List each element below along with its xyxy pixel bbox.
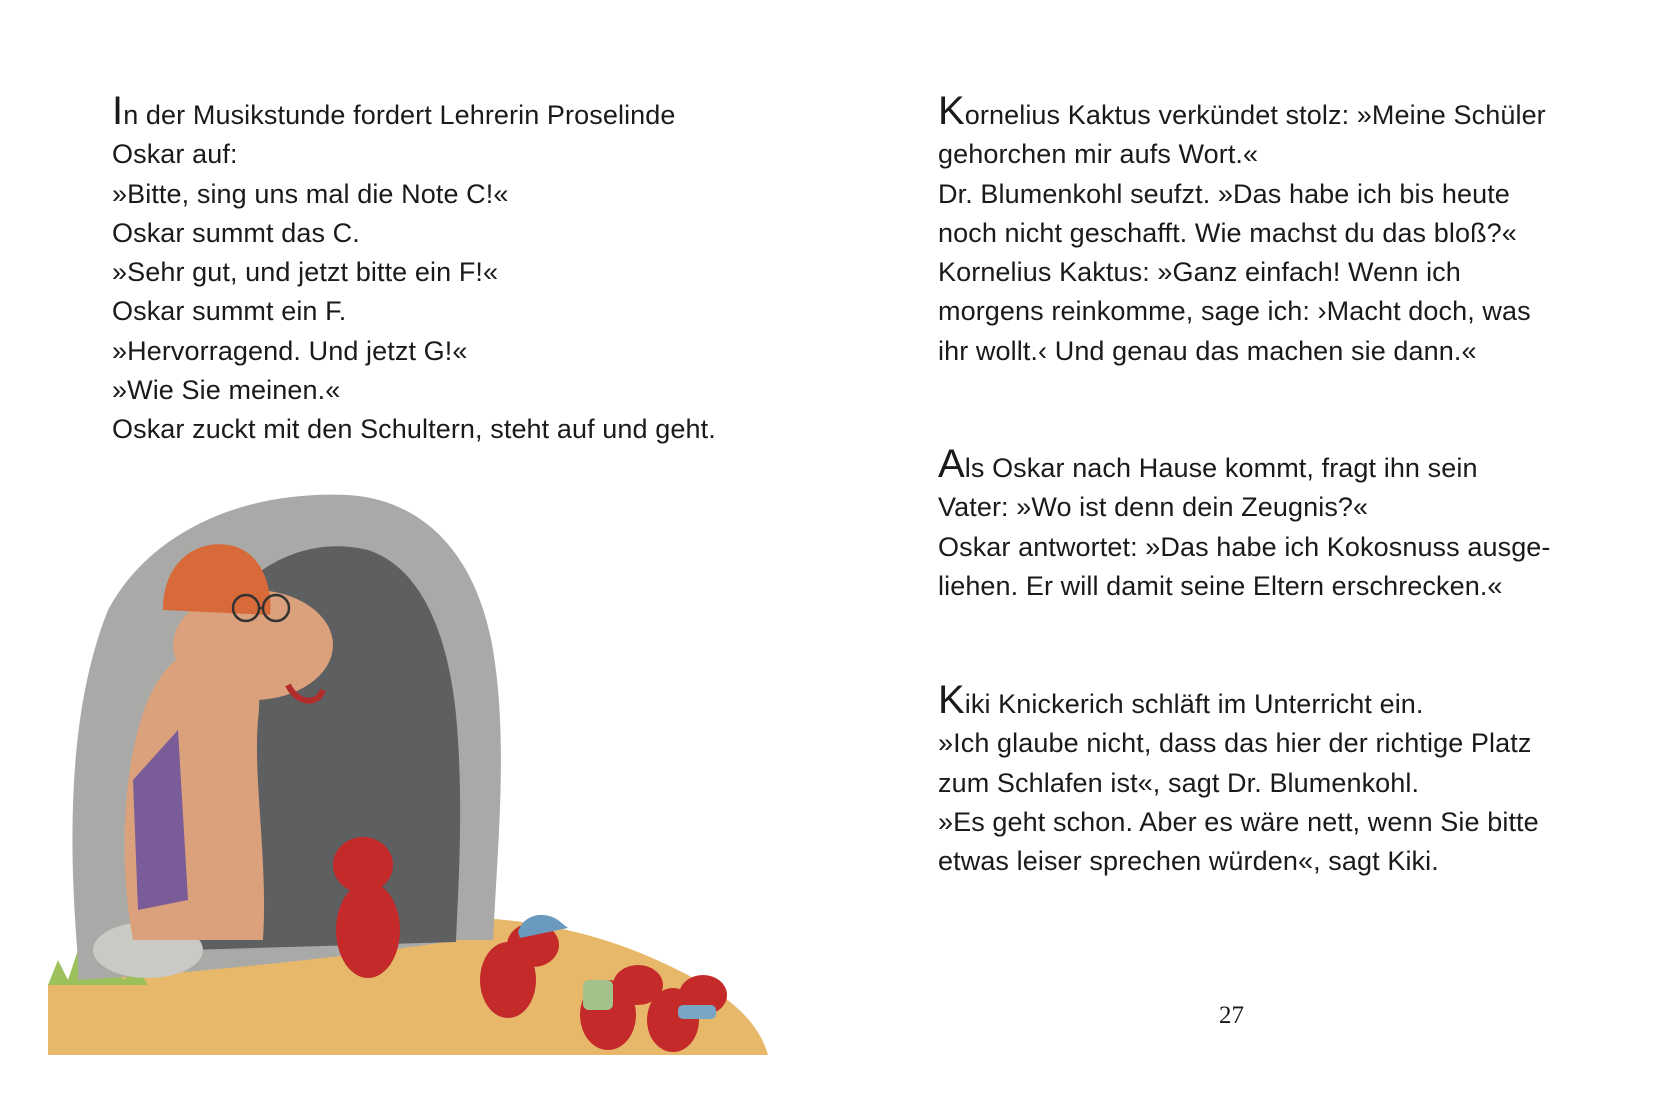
drop-initial: K — [938, 89, 965, 133]
joke-first-line — [938, 89, 1546, 135]
first-line-text: ls Oskar nach Hause kommt, fragt ihn sein — [964, 453, 1478, 483]
joke-first-line — [112, 89, 716, 135]
blue-scarf — [678, 1005, 716, 1019]
little-red-dragon — [333, 837, 400, 978]
text-line: Oskar auf: — [112, 139, 238, 170]
joke-first-line — [938, 442, 1551, 488]
text-line: Kornelius Kaktus: »Ganz einfach! Wenn ich — [938, 257, 1461, 288]
text-line: »Wie Sie meinen.« — [112, 375, 341, 406]
text-line: Vater: »Wo ist denn dein Zeugnis?« — [938, 492, 1369, 523]
first-line-text: n der Musikstunde fordert Lehrerin Proselinde — [123, 100, 676, 130]
joke-kiki-knickerich — [938, 678, 1539, 881]
text-line: »Sehr gut, und jetzt bitte ein F!« — [112, 257, 499, 288]
text-line: gehorchen mir aufs Wort.« — [938, 139, 1259, 170]
text-line: »Hervorragend. Und jetzt G!« — [112, 335, 468, 366]
joke-first-line — [938, 678, 1539, 724]
page-number: 27 — [1219, 1002, 1244, 1029]
first-line-text: ornelius Kaktus verkündet stolz: »Meine Schüler — [964, 100, 1546, 130]
text-line: noch nicht geschafft. Wie machst du das bloß?« — [938, 217, 1517, 248]
text-line: »Es geht schon. Aber es wäre nett, wenn Sie bitte — [938, 806, 1539, 837]
text-line: zum Schlafen ist«, sagt Dr. Blumenkohl. — [938, 767, 1420, 798]
text-line: Oskar summt ein F. — [112, 296, 347, 327]
right-page — [827, 0, 1654, 1104]
green-backpack — [583, 980, 613, 1010]
text-line: ihr wollt.‹ Und genau das machen sie dann.« — [938, 335, 1477, 366]
joke-kornelius-kaktus — [938, 89, 1546, 371]
text-line: »Bitte, sing uns mal die Note C!« — [112, 178, 509, 209]
text-line: Oskar zuckt mit den Schultern, steht auf und geht. — [112, 414, 716, 445]
drop-initial: I — [112, 89, 124, 133]
text-line: Oskar antwortet: »Das habe ich Kokosnuss ausge- — [938, 531, 1551, 562]
text-line: etwas leiser sprechen würden«, sagt Kiki. — [938, 846, 1439, 877]
joke-oskar-zeugnis — [938, 442, 1551, 606]
text-line: Oskar summt das C. — [112, 217, 360, 248]
drop-initial: A — [938, 442, 965, 486]
text-line: liehen. Er will damit seine Eltern erschrecken.« — [938, 570, 1503, 601]
text-line: »Ich glaube nicht, dass das hier der richtige Platz — [938, 728, 1532, 759]
first-line-text: iki Knickerich schläft im Unterricht ein. — [964, 689, 1424, 719]
joke-music-lesson — [112, 89, 716, 450]
cave-illustration — [38, 480, 778, 1080]
drop-initial: K — [938, 678, 965, 722]
text-line: morgens reinkomme, sage ich: ›Macht doch, was — [938, 296, 1531, 327]
text-line: Dr. Blumenkohl seufzt. »Das habe ich bis heute — [938, 178, 1510, 209]
